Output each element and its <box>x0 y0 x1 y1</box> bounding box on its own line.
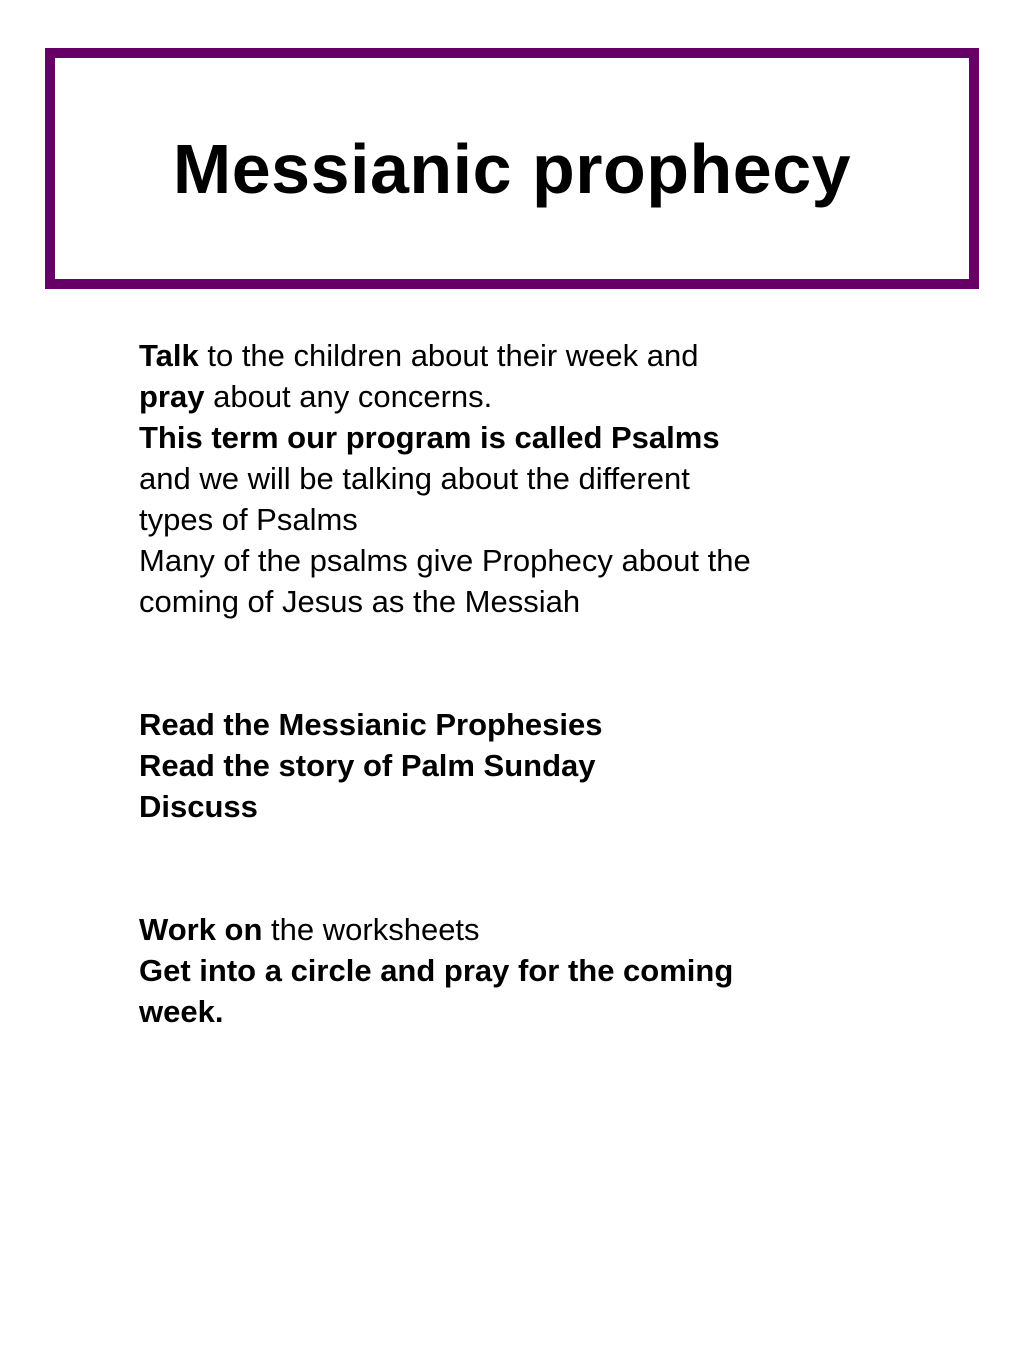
program-line-3: types of Psalms <box>139 502 358 537</box>
discuss-line: Discuss <box>139 789 258 824</box>
program-heading: This term our program is called Psalms <box>139 420 720 455</box>
lesson-instructions <box>139 335 859 1032</box>
prophecy-line-1: Many of the psalms give Prophecy about the <box>139 543 751 578</box>
program-line-2: and we will be talking about the different <box>139 461 690 496</box>
page-title: Messianic prophecy <box>172 129 852 208</box>
circle-prayer-line-2: week. <box>139 994 224 1029</box>
pray-label: pray <box>139 379 205 414</box>
spacer <box>139 827 859 909</box>
read-prophesies-line: Read the Messianic Prophesies <box>139 707 603 742</box>
prophecy-line-2: coming of Jesus as the Messiah <box>139 584 581 619</box>
read-palm-sunday-line: Read the story of Palm Sunday <box>139 748 596 783</box>
worksheets-line <box>139 909 859 950</box>
title-frame <box>45 48 979 289</box>
talk-label: Talk <box>139 338 199 373</box>
worksheets-text: the worksheets <box>262 912 480 947</box>
work-on-label: Work on <box>139 912 263 947</box>
circle-prayer-line-1: Get into a circle and pray for the coming <box>139 953 734 988</box>
spacer <box>139 622 859 704</box>
pray-line <box>139 376 859 417</box>
talk-line <box>139 335 859 376</box>
pray-text: about any concerns. <box>204 379 493 414</box>
talk-text: to the children about their week and <box>198 338 699 373</box>
